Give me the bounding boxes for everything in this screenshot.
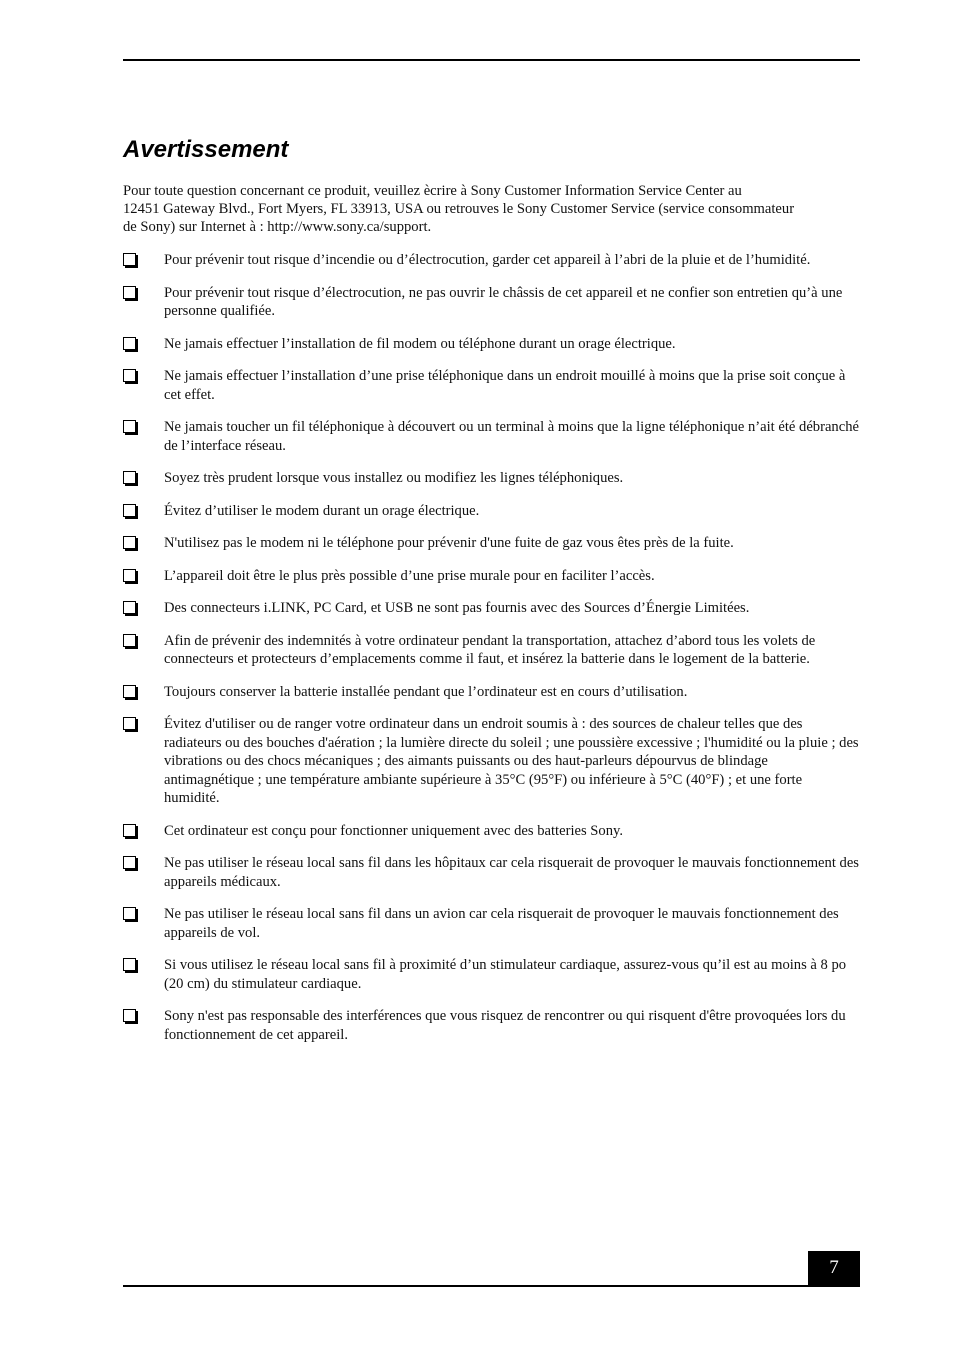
checkbox-icon [123,634,136,647]
checkbox-icon [123,958,136,971]
checkbox-icon [123,824,136,837]
warning-item [123,905,860,942]
warning-item [123,284,860,321]
warning-item [123,632,860,669]
warning-text: Ne pas utiliser le réseau local sans fil dans les hôpitaux car cela risquerait de provoquer le mauvais fonctionnement des appareils médicaux. [164,855,859,890]
checkbox-icon [123,1009,136,1022]
intro-line: 12451 Gateway Blvd., Fort Myers, FL 33913, USA ou retrouves le Sony Customer Service (service consommateur [123,201,795,217]
warning-text: Ne jamais effectuer l’installation d’une prise téléphonique dans un endroit mouillé à moins que la prise soit conçue à cet effet. [164,368,846,403]
warning-item [123,367,860,404]
warning-item [123,469,860,488]
warning-item [123,335,860,354]
warning-text: Cet ordinateur est conçu pour fonctionner uniquement avec des batteries Sony. [164,822,624,839]
intro-paragraph [123,182,860,236]
warning-text: Ne jamais effectuer l’installation de fil modem ou téléphone durant un orage électrique. [164,335,676,352]
checkbox-icon [123,856,136,869]
checkbox-icon [123,253,136,266]
warning-text: Ne pas utiliser le réseau local sans fil dans un avion car cela risquerait de provoquer le mauvais fonctionnement des appareils de vol. [164,906,839,941]
checkbox-icon [123,471,136,484]
warning-item [123,567,860,586]
warning-item [123,418,860,455]
warning-text: Soyez très prudent lorsque vous installez ou modifiez les lignes téléphoniques. [164,470,624,486]
warning-item [123,715,860,808]
checkbox-icon [123,337,136,350]
warning-text: Ne jamais toucher un fil téléphonique à découvert ou un terminal à moins que la ligne téléphonique n’ait été débranché de l’interface réseau. [164,419,859,454]
warning-item [123,1007,860,1044]
warning-item [123,956,860,993]
checkbox-icon [123,601,136,614]
checkbox-icon [123,717,136,730]
checkbox-icon [123,536,136,549]
checkbox-icon [123,420,136,433]
warning-text: Si vous utilisez le réseau local sans fil à proximité d’un stimulateur cardiaque, assurez-vous qu’il est au moins à 8 po (20 cm) du stimulateur cardiaque. [164,957,847,992]
warning-text: N'utilisez pas le modem ni le téléphone pour prévenir d'une fuite de gaz vous êtes près de la fuite. [164,535,734,551]
warning-item [123,822,860,841]
checkbox-icon [123,369,136,382]
page-number: 7 [808,1251,860,1287]
top-rule [123,59,860,61]
checkbox-icon [123,286,136,299]
warning-item [123,854,860,891]
warning-text: Des connecteurs i.LINK, PC Card, et USB ne sont pas fournis avec des Sources d’Énergie Limitées. [164,600,750,616]
checkbox-icon [123,907,136,920]
warning-item [123,599,860,618]
checkbox-icon [123,569,136,582]
warning-text: Évitez d'utiliser ou de ranger votre ordinateur dans un endroit soumis à : des sources de chaleur telles que des radiateurs ou des bouches d'aération ; la lumière directe du soleil ; une poussière excessive ; l'humidité ou la pluie ; des vibrations ou des chocs mécaniques ; des aimants puissants ou des haut-parleurs dépourvus de blindage antimagnétique ; une température ambiante supérieure à 35°C (95°F) ou inférieure à 5°C (40°F) ; et une forte humidité. [164,716,859,806]
intro-line: Pour toute question concernant ce produit, veuillez ècrire à Sony Customer Information Service Center au [123,183,742,199]
warning-item [123,683,860,702]
checkbox-icon [123,504,136,517]
warning-text: Pour prévenir tout risque d’incendie ou d’électrocution, garder cet appareil à l’abri de la pluie et de l’humidité. [164,252,811,268]
warning-text: Évitez d’utiliser le modem durant un orage électrique. [164,502,480,519]
checkbox-icon [123,685,136,698]
warning-text: Pour prévenir tout risque d’électrocution, ne pas ouvrir le châssis de cet appareil et ne confier son entretien qu’à une personne qualifiée. [164,284,843,319]
warning-item [123,534,860,553]
warning-text: Sony n'est pas responsable des interférences que vous risquez de rencontrer ou qui risquent d'être provoquées lors du fonctionnement de cet appareil. [164,1008,846,1043]
bottom-rule [123,1285,860,1287]
warning-item [123,502,860,521]
warning-list [123,251,860,1058]
warning-text: L’appareil doit être le plus près possible d’une prise murale pour en faciliter l’accès. [164,567,655,584]
warning-text: Toujours conserver la batterie installée pendant que l’ordinateur est en cours d’utilisation. [164,683,688,700]
warning-item [123,251,860,270]
page-title: Avertissement [123,136,289,163]
warning-text: Afin de prévenir des indemnités à votre ordinateur pendant la transportation, attachez d’abord tous les volets de connecteurs et protecteurs d’emplacements comme il faut, et insérez la batterie dans le logement de la batterie. [164,632,816,667]
intro-line: de Sony) sur Internet à : http://www.sony.ca/support. [123,219,432,235]
